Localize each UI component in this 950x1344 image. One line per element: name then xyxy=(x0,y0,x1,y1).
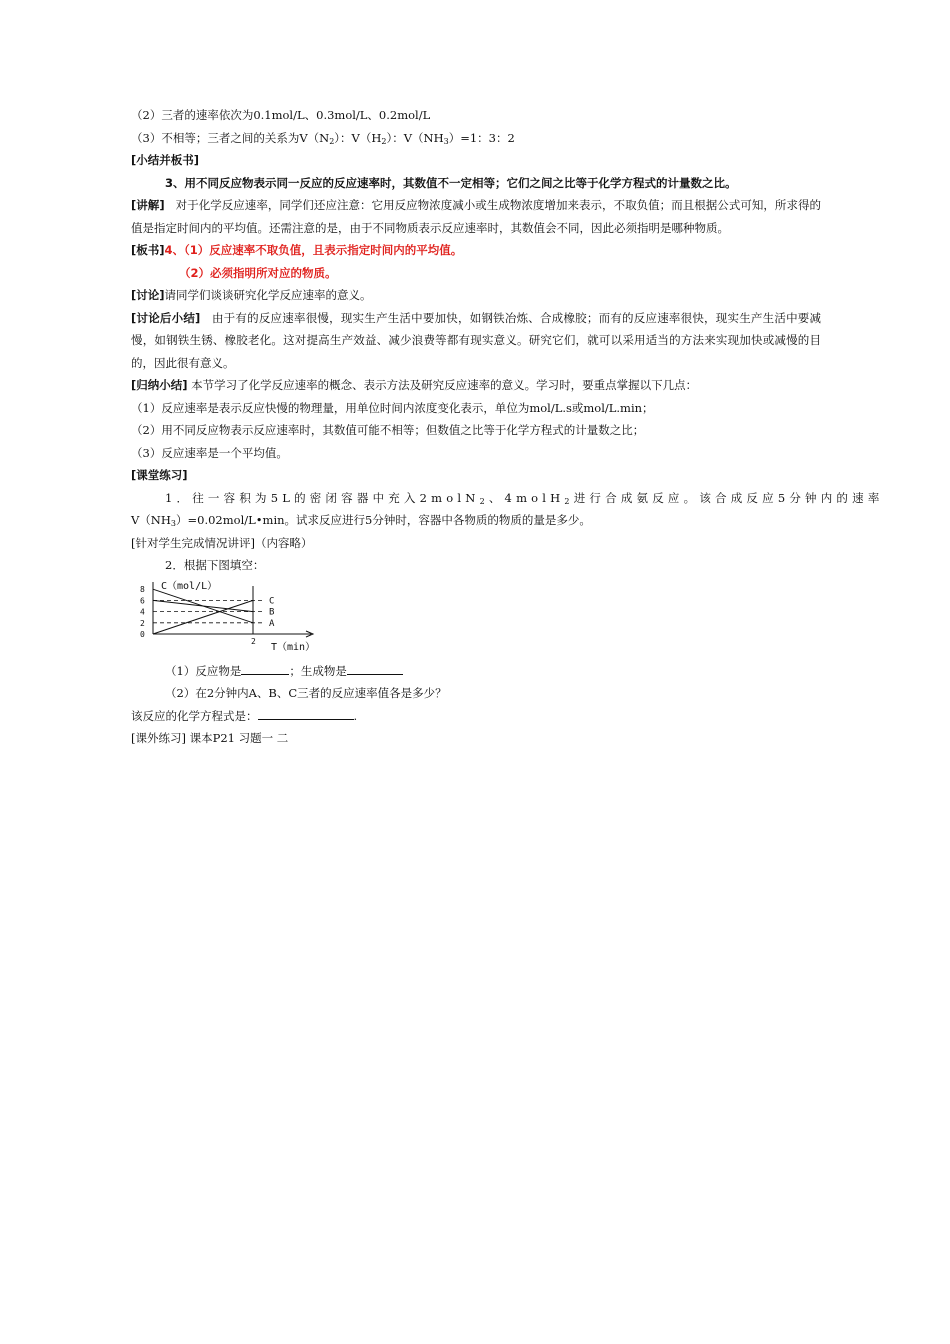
discussion-summary-paragraph: [讨论后小结] 由于有的反应速率很慢，现实生产生活中要加快，如钢铁冶炼、合成橡胶；而有的反应速率很快，现实生产生活中要减慢，如钢铁生锈、橡胶老化。这对提高生产效益、减少浪费等都有现实意义。研究它们，就可以采用适当的方法来实现加快或减慢的目的，因此很有意义。 xyxy=(131,310,822,370)
practice-heading: [课堂练习] xyxy=(131,468,188,482)
series-label-C: C xyxy=(269,595,275,606)
question-2-part-2: （2）在2分钟内A、B、C三者的反应速率值各是多少？ xyxy=(165,686,447,700)
x-tick-label-2: 2 xyxy=(251,636,256,646)
conclusion-point-1: （1）反应速率是表示反应快慢的物理量，用单位时间内浓度变化表示，单位为mol/L.s或mol/L.min； xyxy=(131,400,654,415)
answer-line-3: （3）不相等；三者之间的关系为$V(N_2)$：$V(H_2)$：$V(NH_3)=1$：3：2 xyxy=(131,130,515,146)
review-line: [针对学生完成情况讲评]（内容略） xyxy=(131,535,313,550)
y-tick-label-2: 2 xyxy=(140,618,145,628)
series-label-A: A xyxy=(269,618,275,629)
y-axis-label: C（mol/L） xyxy=(161,580,218,592)
question-2-part-3: 该反应的化学方程式是： . xyxy=(131,708,358,723)
question-2-line: 2．根据下图填空： xyxy=(165,558,265,572)
equation-blank[interactable] xyxy=(258,707,354,720)
y-tick-label-0: 0 xyxy=(140,629,145,639)
y-tick-label-6: 6 xyxy=(140,595,145,605)
series-line-B xyxy=(153,600,253,611)
lecture-paragraph: [讲解] 对于化学反应速率，同学们还应注意：它用反应物浓度减小或生成物浓度增加来表示，不取负值；而且根据公式可知，所求得的值是指定时间内的平均值。还需注意的是，由于不同物质表示反应速率时，其数值会不同，因此必须指明是哪种物质。 xyxy=(131,198,822,235)
chart-svg xyxy=(131,580,331,654)
series-label-B: B xyxy=(269,607,275,618)
summary-heading: [小结并板书] xyxy=(131,153,200,167)
conclusion-point-2: （2）用不同反应物表示反应速率时，其数值可能不相等；但数值之比等于化学方程式的计量数之比； xyxy=(131,423,645,437)
series-line-C xyxy=(153,600,253,634)
homework-line: [课外练习] 课本P21 习题一 二 xyxy=(131,731,289,745)
product-blank[interactable] xyxy=(347,662,403,675)
reactant-blank[interactable] xyxy=(241,662,289,675)
y-tick-label-4: 4 xyxy=(140,607,145,617)
y-tick-label-8: 8 xyxy=(140,584,145,594)
question-2-part-1: （1）反应物是 ；生成物是 xyxy=(131,660,821,683)
question-1-line-2: $V(NH_3)=0.02mol/L•\min$。试求反应进行5分钟时，容器中各物质的物质的量是多少。 xyxy=(131,513,591,528)
x-axis-label: T（min） xyxy=(271,641,316,653)
board-line-1: [板书]4、（1）反应速率不取负值，且表示指定时间内的平均值。 xyxy=(131,243,463,257)
document-page xyxy=(131,104,884,750)
question-1-line-1: 1．往一容积为5L的密闭容器中充入2molN$_2$、4molH$_2$进行合成氨反应。该合成反应5分钟内的速率 xyxy=(165,490,884,506)
concentration-time-chart xyxy=(131,580,331,654)
discussion-line: [讨论]请同学们谈谈研究化学反应速率的意义。 xyxy=(131,288,372,302)
answer-line-2: （2）三者的速率依次为0.1mol/L、0.3mol/L、0.2mol/L xyxy=(131,108,431,122)
conclusion-point-3: （3）反应速率是一个平均值。 xyxy=(131,445,288,460)
point-3: 3、用不同反应物表示同一反应的反应速率时，其数值不一定相等；它们之间之比等于化学方程式的计量数之比。 xyxy=(165,175,737,190)
conclusion-line: [归纳小结] 本节学习了化学反应速率的概念、表示方法及研究反应速率的意义。学习时，要重点掌握以下几点： xyxy=(131,378,698,392)
board-line-2: （2）必须指明所对应的物质。 xyxy=(179,265,337,280)
